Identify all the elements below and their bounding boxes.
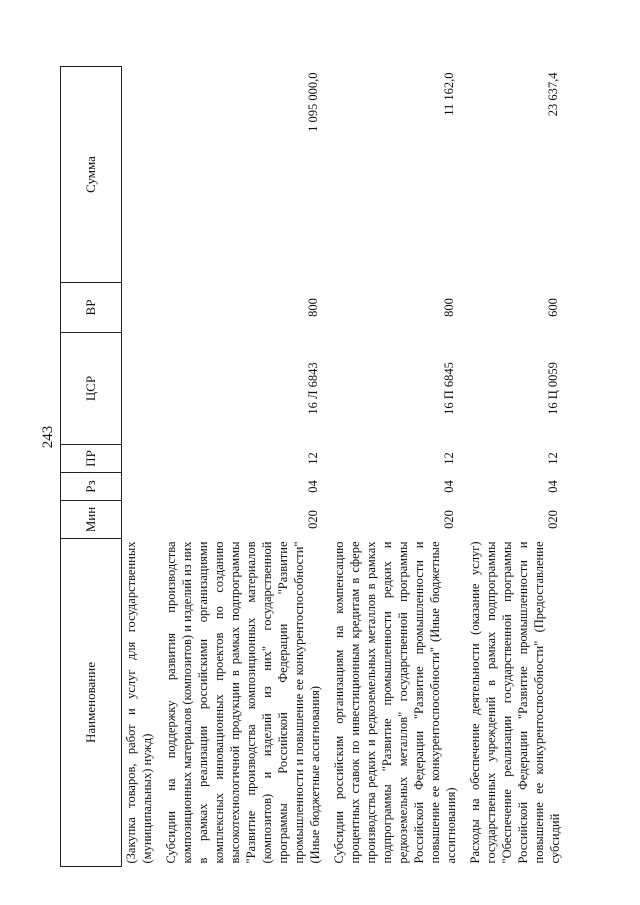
header-sum: Сумма <box>61 67 122 283</box>
table-row <box>459 67 563 867</box>
row-pr: 12 <box>442 452 456 465</box>
row-pr: 12 <box>546 452 560 465</box>
row-vr <box>122 283 156 333</box>
row-sum: 23 637,4 <box>546 72 560 117</box>
header-name: Наименование <box>61 539 122 867</box>
table-header-row <box>61 67 122 867</box>
row-rz: 04 <box>306 480 320 493</box>
row-name: Расходы на обеспечение деятельности (оказание услуг) государственных учреждений в рамках подпрограммы "Обеспечение реализации государственной программы Российской Федерации "Развитие промышленности и повышение ее конкурентоспособности" (Предоставление субсидий <box>468 541 562 864</box>
row-vr: 800 <box>306 298 320 317</box>
budget-table <box>60 66 563 867</box>
row-csr: 16 П 6845 <box>442 362 456 415</box>
table-row <box>122 67 156 867</box>
row-csr <box>122 333 156 445</box>
row-vr: 800 <box>442 298 456 317</box>
row-pr: 12 <box>306 452 320 465</box>
page-number: 243 <box>40 425 56 449</box>
header-rz: Рз <box>61 473 122 501</box>
row-name: (Закупка товаров, работ и услуг для государственных (муниципальных) нужд) <box>124 541 154 864</box>
header-pr: ПР <box>61 445 122 473</box>
row-name: Субсидии российским организациям на компенсацию процентных ставок по инвестиционным кредитам в сфере производства редких и редкоземельных металлов в рамках подпрограммы "Развитие промышленности редких и редкоземельных металлов" государственной программы Российской Федерации "Развитие промышленности и повышение ее конкурентоспособности" (Иные бюджетные ассигнования) <box>332 541 458 864</box>
row-name: Субсидии на поддержку развития производства композиционных материалов (композитов) и изделий из них в рамках реализации российскими организациями комплексных инновационных проектов по созданию высокотехнологичной продукции в рамках подпрограммы "Развитие производства композиционных материалов (композитов) и изделий из них" государственной программы Российской Федерации "Развитие промышленности и повышение ее конкурентоспособности" (Иные бюджетные ассигнования) <box>164 541 322 864</box>
table-row <box>155 67 323 867</box>
row-min: 020 <box>306 510 320 529</box>
header-csr: ЦСР <box>61 333 122 445</box>
row-min: 020 <box>442 510 456 529</box>
row-sum <box>122 67 156 283</box>
row-csr: 16 Ц 0059 <box>546 362 560 415</box>
header-min: Мин <box>61 501 122 539</box>
row-min: 020 <box>546 510 560 529</box>
row-rz: 04 <box>442 480 456 493</box>
table-row <box>323 67 459 867</box>
row-rz: 04 <box>546 480 560 493</box>
row-sum: 11 162,0 <box>442 72 456 116</box>
row-min <box>122 501 156 539</box>
row-vr: 600 <box>546 298 560 317</box>
header-vr: ВР <box>61 283 122 333</box>
row-sum: 1 095 000,0 <box>306 72 320 132</box>
row-rz <box>122 473 156 501</box>
row-csr: 16 Л 6843 <box>306 362 320 415</box>
row-pr <box>122 445 156 473</box>
